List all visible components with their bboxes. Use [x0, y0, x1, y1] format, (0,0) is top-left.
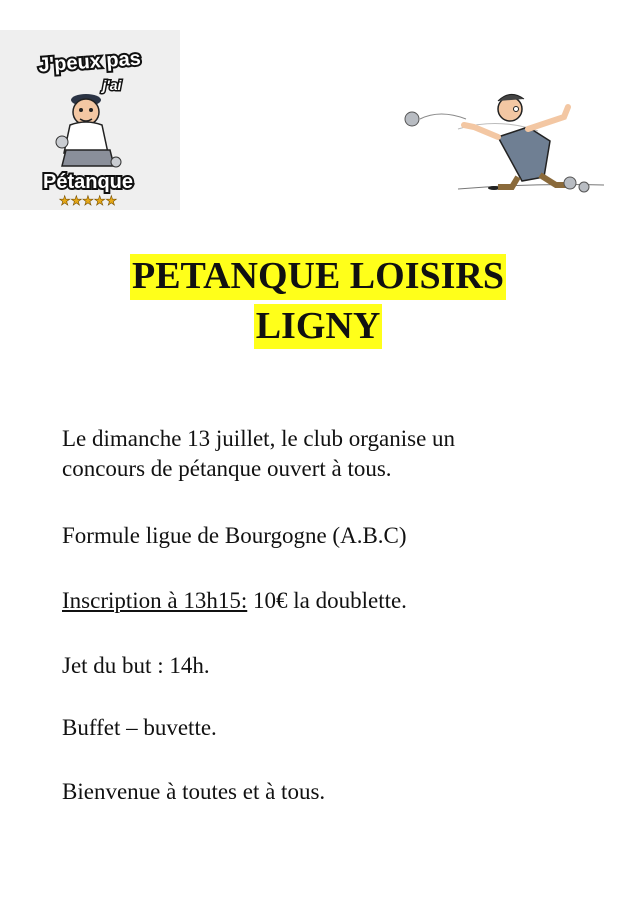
logo-line2: j'ai — [102, 77, 122, 93]
bienvenue-line: Bienvenue à toutes et à tous. — [62, 779, 326, 804]
inscription-line — [62, 586, 582, 616]
inscription-value: 10€ la doublette. — [247, 588, 407, 613]
poster-title — [0, 254, 636, 353]
logo-illustration — [0, 30, 180, 210]
title-line1: PETANQUE LOISIRS — [130, 254, 506, 300]
logo-stars: ★★★★★ — [58, 194, 118, 209]
logo-line1: J'peux pas — [37, 47, 142, 77]
formule-line: Formule ligue de Bourgogne (A.B.C) — [62, 523, 407, 548]
title-line2: LIGNY — [254, 304, 383, 350]
player-cartoon-icon — [56, 94, 121, 167]
intro-line2: concours de pétanque ouvert à tous. — [62, 456, 392, 481]
inscription-label: Inscription à 13h15: — [62, 588, 248, 613]
club-logo — [0, 30, 180, 210]
logo-line3: Pétanque — [42, 171, 134, 193]
jet-line: Jet du but : 14h. — [62, 653, 210, 678]
buffet-line: Buffet – buvette. — [62, 715, 217, 740]
petanque-thrower-icon — [398, 85, 604, 197]
intro-paragraph — [62, 424, 582, 484]
intro-line1: Le dimanche 13 juillet, le club organise un — [62, 426, 456, 451]
